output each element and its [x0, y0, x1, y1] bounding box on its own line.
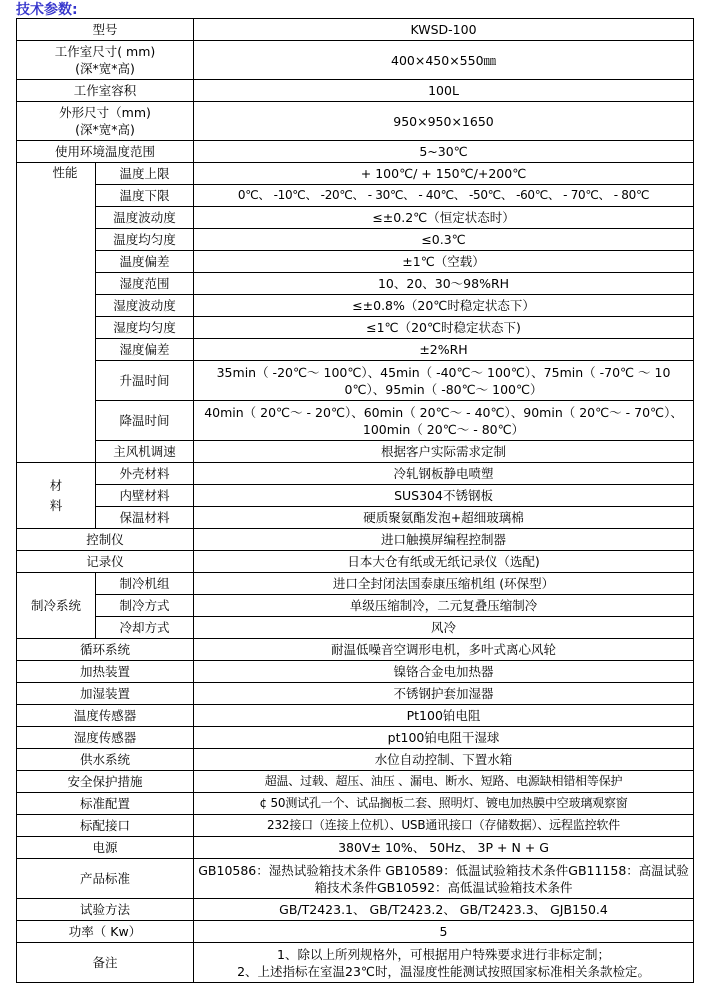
row-value: 100L — [194, 80, 694, 102]
row-label: 内壁材料 — [96, 485, 194, 507]
row-value: GB/T2423.1、 GB/T2423.2、 GB/T2423.3、 GJB150.4 — [194, 899, 694, 921]
row-value: 不锈钢护套加湿器 — [194, 683, 694, 705]
row-label: 湿度范围 — [96, 273, 194, 295]
row-value: 硬质聚氨酯发泡+超细玻璃棉 — [194, 507, 694, 529]
row-label: 降温时间 — [96, 401, 194, 441]
spec-table — [16, 18, 694, 983]
row-value: Pt100铂电阻 — [194, 705, 694, 727]
row-value: pt100铂电阻干湿球 — [194, 727, 694, 749]
table-row — [17, 41, 694, 80]
row-label: 升温时间 — [96, 361, 194, 401]
row-label: 备注 — [17, 943, 194, 983]
row-value: ≤±0.8%（20℃时稳定状态下） — [194, 295, 694, 317]
row-value: 10、20、30～98%RH — [194, 273, 694, 295]
row-value: 40min（ 20℃～ - 20℃）、60min（ 20℃～ - 40℃）、90min（ 20℃～ - 70℃）、100min（ 20℃～ - 80℃） — [194, 401, 694, 441]
page-title: 技术参数: — [16, 2, 78, 18]
table-row — [17, 815, 694, 837]
table-row — [17, 163, 694, 185]
row-value: ≤1℃（20℃时稳定状态下) — [194, 317, 694, 339]
row-value: KWSD-100 — [194, 19, 694, 41]
table-row — [17, 859, 694, 899]
row-label: 湿度波动度 — [96, 295, 194, 317]
table-row — [17, 80, 694, 102]
table-row — [17, 19, 694, 41]
table-row — [17, 943, 694, 983]
row-label: 型号 — [17, 19, 194, 41]
table-row — [17, 339, 694, 361]
table-row — [17, 617, 694, 639]
table-row — [17, 401, 694, 441]
table-row — [17, 529, 694, 551]
row-label-line: (深*宽*高) — [75, 122, 135, 137]
group-label-performance: 性能 — [17, 163, 96, 463]
row-value: ≤±0.2℃（恒定状态时） — [194, 207, 694, 229]
table-row — [17, 837, 694, 859]
table-row — [17, 727, 694, 749]
row-label: 湿度偏差 — [96, 339, 194, 361]
table-row — [17, 507, 694, 529]
table-row — [17, 207, 694, 229]
row-value: 0℃、 -10℃、 -20℃、 - 30℃、 - 40℃、 -50℃、 -60℃、 - 70℃、 - 80℃ — [194, 185, 694, 207]
row-label: 电源 — [17, 837, 194, 859]
row-value: 风冷 — [194, 617, 694, 639]
row-value: 950×950×1650 — [194, 102, 694, 141]
row-value: 5 — [194, 921, 694, 943]
table-row — [17, 441, 694, 463]
row-value: 232接口（连接上位机）、USB通讯接口（存储数据）、远程监控软件 — [194, 815, 694, 837]
table-row — [17, 463, 694, 485]
row-label: 外壳材料 — [96, 463, 194, 485]
row-label-line: 外形尺寸（mm) — [59, 105, 151, 120]
row-label: 加湿装置 — [17, 683, 194, 705]
table-row — [17, 141, 694, 163]
row-value: GB10586：湿热试验箱技术条件 GB10589：低温试验箱技术条件GB11158：高温试验箱技术条件GB10592：高低温试验箱技术条件 — [194, 859, 694, 899]
row-label: 产品标准 — [17, 859, 194, 899]
row-value: 5~30℃ — [194, 141, 694, 163]
table-row — [17, 771, 694, 793]
table-row — [17, 317, 694, 339]
row-value: 水位自动控制、下置水箱 — [194, 749, 694, 771]
row-value: 400×450×550㎜ — [194, 41, 694, 80]
table-row — [17, 639, 694, 661]
table-row — [17, 793, 694, 815]
table-row — [17, 185, 694, 207]
note-line: 2、上述指标在室温23℃时，温湿度性能测试按照国家标准相关条款检定。 — [237, 963, 650, 979]
row-label: 控制仪 — [17, 529, 194, 551]
row-value — [194, 943, 694, 983]
table-row — [17, 251, 694, 273]
table-row — [17, 595, 694, 617]
row-label: 供水系统 — [17, 749, 194, 771]
row-label: 温度传感器 — [17, 705, 194, 727]
table-row — [17, 661, 694, 683]
table-row — [17, 899, 694, 921]
row-value: 进口触摸屏编程控制器 — [194, 529, 694, 551]
row-label: 工作室容积 — [17, 80, 194, 102]
group-label-refrigeration: 制冷系统 — [17, 573, 96, 639]
row-label: 温度下限 — [96, 185, 194, 207]
row-label: 记录仪 — [17, 551, 194, 573]
table-row — [17, 705, 694, 727]
row-value: ¢ 50测试孔一个、试品搁板二套、照明灯、镀电加热膜中空玻璃观察窗 — [194, 793, 694, 815]
row-label: 标配接口 — [17, 815, 194, 837]
note-line: 1、除以上所列规格外，可根据用户特殊要求进行非标定制； — [277, 946, 610, 962]
row-label-line: 工作室尺寸( mm) — [54, 44, 156, 59]
row-value: 根据客户实际需求定制 — [194, 441, 694, 463]
table-row — [17, 361, 694, 401]
row-value: 耐温低噪音空调形电机，多叶式离心风轮 — [194, 639, 694, 661]
table-row — [17, 749, 694, 771]
table-row — [17, 683, 694, 705]
row-label: 使用环境温度范围 — [17, 141, 194, 163]
row-label: 加热装置 — [17, 661, 194, 683]
row-label: 制冷机组 — [96, 573, 194, 595]
row-label: 标准配置 — [17, 793, 194, 815]
row-label: 试验方法 — [17, 899, 194, 921]
table-row — [17, 102, 694, 141]
row-label: 温度波动度 — [96, 207, 194, 229]
row-label: 安全保护措施 — [17, 771, 194, 793]
row-label: 功率（ Kw） — [17, 921, 194, 943]
row-value: 进口全封闭法国泰康压缩机组 (环保型） — [194, 573, 694, 595]
row-value: SUS304不锈钢板 — [194, 485, 694, 507]
row-label — [17, 41, 194, 80]
row-value: ±1℃（空载） — [194, 251, 694, 273]
row-label — [17, 102, 194, 141]
table-row — [17, 229, 694, 251]
row-label: 湿度传感器 — [17, 727, 194, 749]
row-label: 温度偏差 — [96, 251, 194, 273]
row-label: 温度上限 — [96, 163, 194, 185]
row-value: 380V± 10%、 50Hz、 3P + N + G — [194, 837, 694, 859]
table-row — [17, 921, 694, 943]
table-row — [17, 485, 694, 507]
group-label-material: 材 料 — [17, 463, 96, 529]
table-row — [17, 551, 694, 573]
row-label: 循环系统 — [17, 639, 194, 661]
row-value: ±2%RH — [194, 339, 694, 361]
row-label: 保温材料 — [96, 507, 194, 529]
row-value: 35min（ -20℃～ 100℃）、45min（ -40℃～ 100℃）、75min（ -70℃ ～ 100℃）、95min（ -80℃～ 100℃） — [194, 361, 694, 401]
table-row — [17, 295, 694, 317]
table-row — [17, 573, 694, 595]
row-label: 湿度均匀度 — [96, 317, 194, 339]
row-value: + 100℃/ + 150℃/+200℃ — [194, 163, 694, 185]
row-label: 制冷方式 — [96, 595, 194, 617]
table-row — [17, 273, 694, 295]
row-label: 冷却方式 — [96, 617, 194, 639]
row-value: 日本大仓有纸或无纸记录仪（选配) — [194, 551, 694, 573]
row-value: 超温、过载、超压、油压 、漏电、断水、短路、电源缺相错相等保护 — [194, 771, 694, 793]
row-value: 单级压缩制冷，二元复叠压缩制冷 — [194, 595, 694, 617]
row-label-line: (深*宽*高) — [75, 61, 135, 76]
row-label: 温度均匀度 — [96, 229, 194, 251]
row-value: ≤0.3℃ — [194, 229, 694, 251]
row-value: 冷轧钢板静电喷塑 — [194, 463, 694, 485]
row-label: 主风机调速 — [96, 441, 194, 463]
row-value: 镍铬合金电加热器 — [194, 661, 694, 683]
